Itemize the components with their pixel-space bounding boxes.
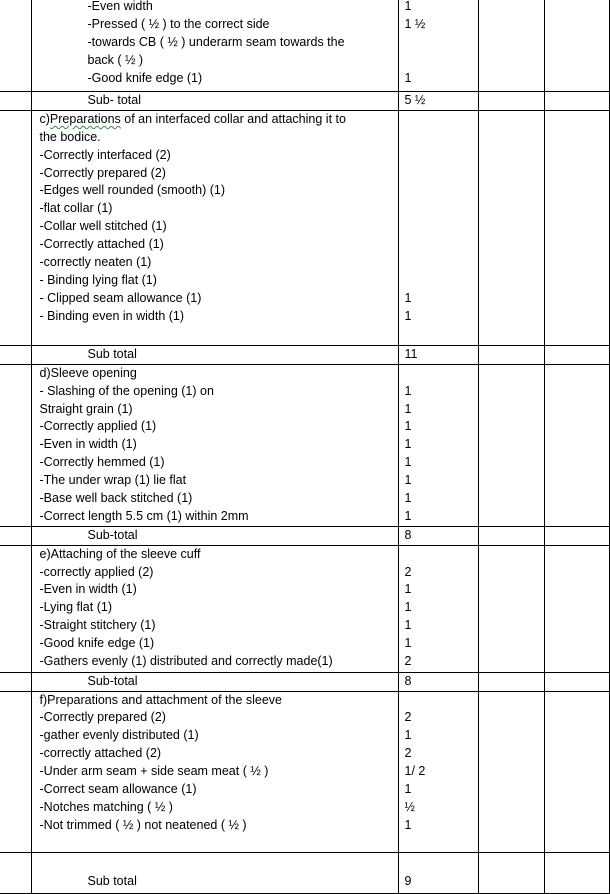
- mark-value: 1: [404, 437, 412, 452]
- subtotal-label: Sub-total: [87, 527, 138, 542]
- criteria-line: -flat collar (1): [39, 201, 113, 216]
- criteria-line: -Even width: [87, 0, 153, 13]
- subtotal-label: Sub total: [87, 873, 137, 888]
- subtotal-row: [0, 92, 609, 111]
- mark-value: 1: [404, 70, 412, 85]
- section-heading: c)Preparations of an interfaced collar and attaching it to: [39, 111, 346, 126]
- criteria-line: -Even in width (1): [39, 437, 137, 452]
- marks-cell: [398, 364, 478, 526]
- criteria-line: - Slashing of the opening (1) on: [39, 383, 214, 398]
- criteria-line: -Even in width (1): [39, 582, 137, 597]
- criteria-cell: [31, 545, 398, 672]
- subtotal-row: [0, 672, 609, 691]
- mark-value: 1: [404, 782, 412, 797]
- criteria-line: - Binding lying flat (1): [39, 272, 157, 287]
- mark-value: [399, 147, 478, 165]
- mark-value: 1: [404, 0, 412, 13]
- criteria-line: -Straight stitchery (1): [39, 618, 156, 633]
- criteria-line: -Correctly applied (1): [39, 419, 157, 434]
- section-heading: f)Preparations and attachment of the sleeve: [39, 692, 283, 707]
- criteria-line: -correctly attached (2): [39, 746, 162, 761]
- table-row: [0, 364, 609, 526]
- marks-cell: [398, 0, 478, 92]
- criteria-line: -Correctly prepared (2): [39, 165, 166, 180]
- mark-value: 1: [404, 600, 412, 615]
- mark-value: 1: [404, 636, 412, 651]
- marks-cell: [398, 691, 478, 852]
- table-row: [0, 0, 609, 92]
- section-heading-cont: the bodice.: [39, 129, 101, 144]
- criteria-cell: [31, 691, 398, 852]
- mark-value: [399, 218, 478, 236]
- criteria-line: -The under wrap (1) lie flat: [39, 473, 187, 488]
- criteria-line: -Gathers evenly (1) distributed and correctly made(1): [39, 654, 333, 669]
- criteria-line: -Correctly attached (1): [39, 237, 164, 252]
- criteria-line: -Correctly hemmed (1): [39, 455, 165, 470]
- mark-value: 1: [404, 290, 412, 305]
- mark-value: [399, 254, 478, 272]
- criteria-line: -Not trimmed ( ½ ) not neatened ( ½ ): [39, 817, 247, 832]
- section-heading: d)Sleeve opening: [39, 365, 137, 380]
- subtotal-value: 8: [404, 527, 412, 542]
- criteria-line: -Collar well stitched (1): [39, 219, 167, 234]
- mark-value: 1: [404, 728, 412, 743]
- mark-value: 1: [404, 401, 412, 416]
- criteria-cell: [31, 364, 398, 526]
- mark-value: [399, 272, 478, 290]
- mark-value: 2: [404, 746, 412, 761]
- mark-value: [399, 236, 478, 254]
- subtotal-value: 8: [404, 673, 412, 688]
- mark-value: 1: [404, 508, 412, 523]
- mark-value: 1: [404, 491, 412, 506]
- criteria-line: -Correct seam allowance (1): [39, 782, 197, 797]
- criteria-line: -Good knife edge (1): [87, 70, 203, 85]
- table-row: [0, 545, 609, 672]
- criteria-line: Straight grain (1): [39, 401, 133, 416]
- mark-value: 2: [404, 564, 412, 579]
- mark-value: [399, 182, 478, 200]
- subtotal-row: [0, 852, 609, 893]
- mark-value: [399, 165, 478, 183]
- mark-value: 1 ½: [404, 16, 426, 31]
- criteria-line: -Base well back stitched (1): [39, 491, 193, 506]
- marks-cell: [398, 545, 478, 672]
- criteria-line: -Lying flat (1): [39, 600, 112, 615]
- mark-value: 2: [404, 710, 412, 725]
- subtotal-value: 11: [404, 346, 418, 361]
- criteria-line: - Clipped seam allowance (1): [39, 290, 202, 305]
- table-row: [0, 691, 609, 852]
- criteria-cell: [31, 0, 398, 92]
- mark-value: 1: [404, 582, 412, 597]
- mark-value: 1: [404, 817, 412, 832]
- marks-cell: [398, 110, 478, 345]
- criteria-line: -towards CB ( ½ ) underarm seam towards the: [87, 34, 345, 49]
- mark-value: 1: [404, 618, 412, 633]
- criteria-line: back ( ½ ): [87, 52, 144, 67]
- mark-value: 1/ 2: [404, 764, 426, 779]
- mark-value: [399, 34, 478, 52]
- mark-value: 1: [404, 419, 412, 434]
- subtotal-row: [0, 526, 609, 545]
- subtotal-label: Sub- total: [87, 93, 142, 107]
- criteria-line: -Pressed ( ½ ) to the correct side: [87, 16, 270, 31]
- criteria-line: -Correctly interfaced (2): [39, 147, 171, 162]
- subtotal-value: 5 ½: [404, 93, 426, 107]
- criteria-line: -Correctly prepared (2): [39, 710, 166, 725]
- criteria-line: -gather evenly distributed (1): [39, 728, 199, 743]
- mark-value: ½: [404, 799, 415, 814]
- subtotal-label: Sub total: [87, 346, 137, 361]
- criteria-line: -Good knife edge (1): [39, 636, 155, 651]
- mark-value: 1: [404, 473, 412, 488]
- mark-value: 1: [404, 455, 412, 470]
- criteria-line: - Binding even in width (1): [39, 308, 185, 323]
- criteria-line: -correctly neaten (1): [39, 255, 152, 270]
- criteria-line: -Edges well rounded (smooth) (1): [39, 183, 225, 198]
- table-row: [0, 110, 609, 345]
- mark-value: [399, 52, 478, 70]
- mark-value: 1: [404, 383, 412, 398]
- criteria-line: -Under arm seam + side seam meat ( ½ ): [39, 764, 269, 779]
- mark-value: 2: [404, 654, 412, 669]
- criteria-line: -Correct length 5.5 cm (1) within 2mm: [39, 508, 249, 523]
- mark-value: [399, 200, 478, 218]
- criteria-line: -Notches matching ( ½ ): [39, 799, 173, 814]
- mark-value: 1: [404, 308, 412, 323]
- section-heading: e)Attaching of the sleeve cuff: [39, 546, 201, 561]
- criteria-cell: [31, 110, 398, 345]
- subtotal-label: Sub-total: [87, 673, 138, 688]
- subtotal-value: 9: [404, 873, 412, 888]
- subtotal-row: [0, 345, 609, 364]
- criteria-line: -correctly applied (2): [39, 564, 154, 579]
